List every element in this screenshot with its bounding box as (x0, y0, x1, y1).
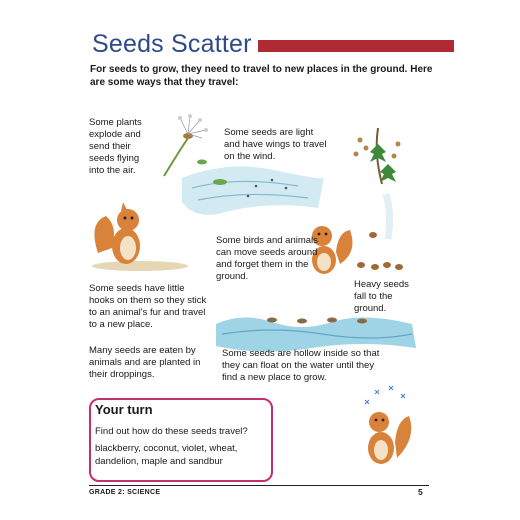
caption-hooks: Some seeds have little hooks on them so they stick to an animal's fur and travel to a new place. (89, 283, 207, 330)
caption-wings: Some seeds are light and have wings to travel on the wind. (224, 127, 327, 162)
your-turn-question: Find out how do these seeds travel? (95, 426, 248, 437)
caption-heavy: Heavy seeds fall to the ground. (354, 279, 409, 314)
wind-illustration (178, 158, 328, 223)
page-number: 5 (418, 487, 423, 497)
caption-explode: Some plants explode and send their seeds flying into the air. (89, 117, 142, 176)
page-title: Seeds Scatter (92, 30, 252, 58)
your-turn-title: Your turn (95, 402, 153, 417)
caption-hollow: Some seeds are hollow inside so that they can float on the water until they find a new place to grow. (222, 348, 380, 383)
caption-birds: Some birds and animals can move seeds around and forget them in the ground. (216, 235, 318, 282)
title-accent-bar (258, 40, 454, 52)
water-illustration (212, 312, 422, 352)
your-turn-list: blackberry, coconut, violet, wheat, dandelion, maple and sandbur (95, 443, 238, 467)
squirrel-illustration (88, 198, 193, 273)
footer-grade-label: GRADE 2: SCIENCE (89, 489, 161, 496)
footer-divider (89, 485, 429, 486)
caption-eaten: Many seeds are eaten by animals and are planted in their droppings. (89, 345, 201, 380)
intro-text: For seeds to grow, they need to travel to new places in the ground. Here are some ways that they travel: (90, 64, 433, 88)
fallen-seeds-illustration (355, 225, 415, 275)
squirrel-dandelion-illustration (355, 378, 420, 478)
